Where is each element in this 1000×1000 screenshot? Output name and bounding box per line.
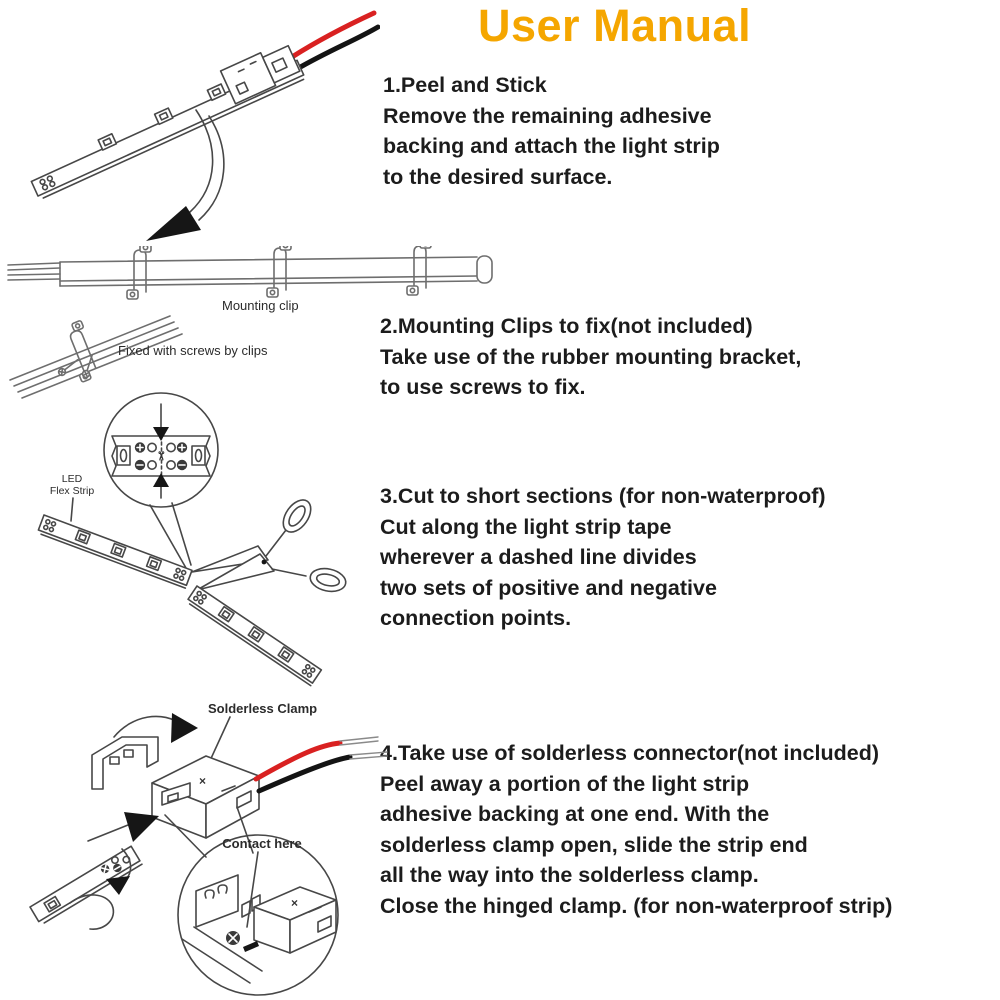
step-1-line: backing and attach the light strip [383, 134, 720, 159]
step-2-line: Take use of the rubber mounting bracket, [380, 344, 802, 369]
step-4-line: adhesive backing at one end. With the [380, 802, 770, 827]
solderless-clamp-label: Solderless Clamp [208, 701, 318, 716]
step-2-line: to use screws to fix. [380, 375, 586, 400]
contact-here-label: Contact here [222, 836, 302, 851]
magnifier-circle [104, 393, 218, 507]
step-1-line: Remove the remaining adhesive [383, 103, 712, 128]
strip-end-cap [477, 256, 492, 283]
led-flex-strip-label: LED [61, 473, 83, 485]
strip-segment-upper [37, 515, 192, 588]
step-3-line: wherever a dashed line divides [380, 545, 697, 570]
fixed-with-screws-label: Fixed with screws by clips [118, 343, 268, 358]
magnifier-pointer [172, 503, 191, 565]
mounting-clip-label: Mounting clip [222, 298, 299, 313]
led-strip [22, 40, 305, 199]
strip-with-clips [8, 246, 492, 299]
peeled-backing-curl [70, 895, 113, 929]
strip-end-piece [30, 846, 142, 925]
step-4-line: Close the hinged clamp. (for non-waterproof strip) [380, 893, 893, 918]
cut-to-sections-diagram [0, 388, 380, 690]
scissors [192, 495, 348, 595]
peel-and-stick-diagram [0, 0, 380, 250]
power-wires [256, 737, 387, 791]
step-4-line: solderless clamp open, slide the strip end [380, 832, 808, 857]
mounting-clips-diagram [0, 246, 520, 410]
mounting-clip [407, 246, 431, 295]
step-1-text [383, 70, 720, 192]
mounting-clip [127, 246, 151, 299]
insert-strip-arrow [88, 812, 159, 842]
step-4-text [380, 738, 892, 922]
step-3-heading: 3.Cut to short sections (for non-waterproof) [380, 484, 826, 508]
polarity-cross-mark: × [291, 896, 299, 910]
step-2-heading: 2.Mounting Clips to fix(not included) [380, 314, 753, 338]
power-wires [292, 13, 378, 69]
mounting-clip [267, 246, 291, 297]
step-3-line: two sets of positive and negative [380, 575, 717, 600]
step-1-heading: 1.Peel and Stick [383, 73, 547, 97]
step-4-line: all the way into the solderless clamp. [380, 863, 759, 888]
scissors-icon: ✂ [154, 450, 168, 462]
step-3-line: connection points. [380, 606, 572, 631]
step-3-line: Cut along the light strip tape [380, 514, 672, 539]
step-4-line: Peel away a portion of the light strip [380, 771, 750, 796]
page-title: User Manual [478, 0, 752, 51]
polarity-cross-mark: × [199, 774, 207, 788]
step-1-line: to the desired surface. [383, 164, 613, 189]
led-flex-strip-label: Flex Strip [49, 485, 95, 497]
solderless-clamp-diagram [0, 695, 390, 1000]
hinged-lid-open [92, 737, 158, 789]
label-pointer [71, 498, 73, 521]
step-3-text [380, 481, 826, 634]
strip-segment-lower [186, 586, 321, 686]
cut-point-detail [112, 436, 210, 476]
step-4-heading: 4.Take use of solderless connector(not included) [380, 741, 879, 765]
